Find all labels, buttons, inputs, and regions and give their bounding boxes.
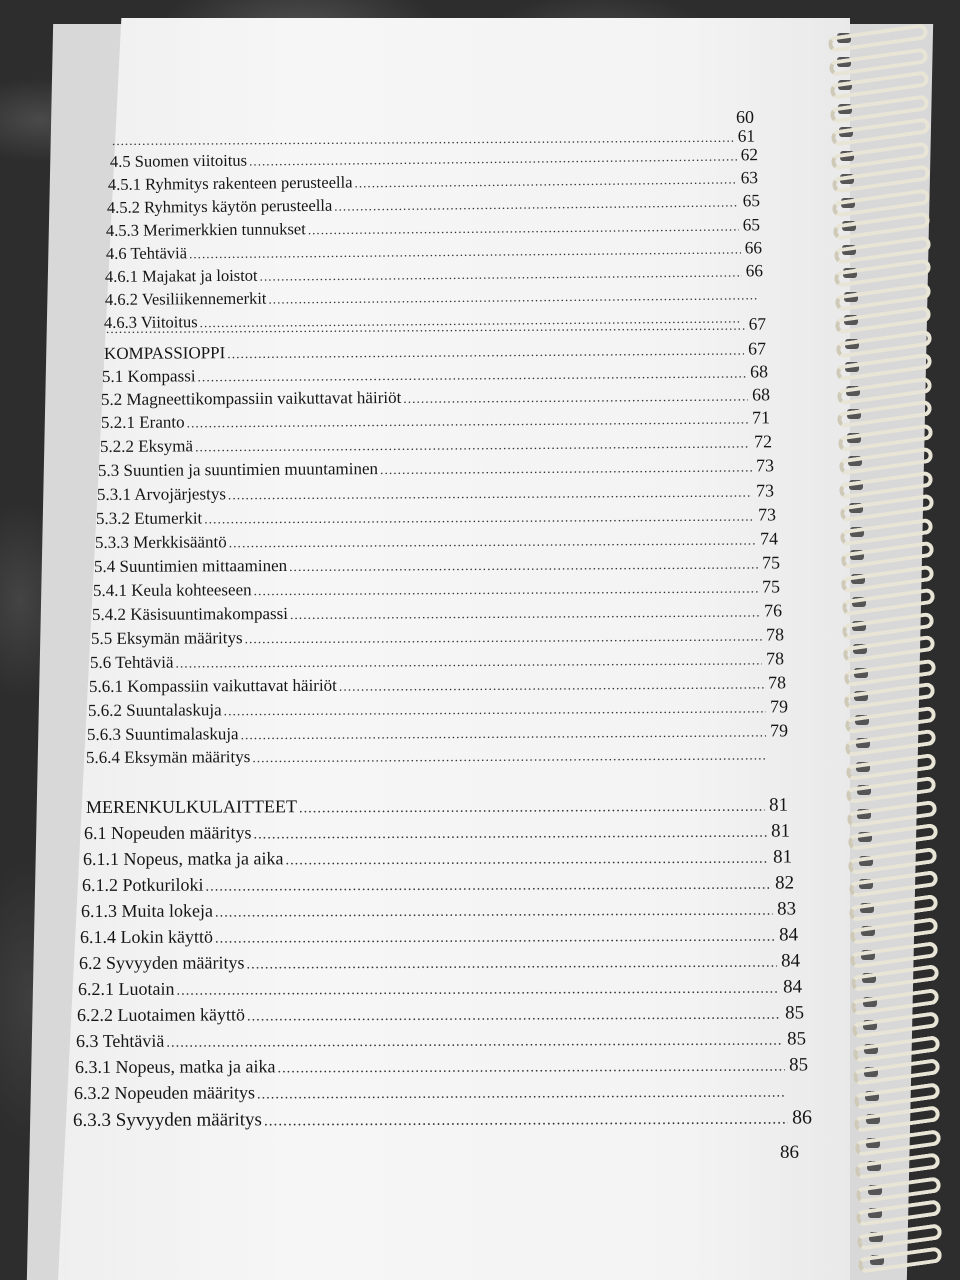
toc-entry-title: 4.6 Tehtäviä xyxy=(105,243,188,263)
toc-entry xyxy=(96,504,776,529)
toc-entry-title: 5.6.4 Eksymän määritys xyxy=(85,747,251,767)
page-number-bottom: 86 xyxy=(780,1142,799,1163)
toc-entry-title: 5.2.1 Eranto xyxy=(100,412,185,432)
toc-entry-page: 84 xyxy=(783,976,803,998)
toc-entry-title: 4.5.1 Ryhmitys rakenteen perusteella xyxy=(107,172,353,194)
toc-entry-page: 68 xyxy=(750,361,769,382)
toc-entry xyxy=(94,552,780,577)
toc-entry-title: 6.1.1 Nopeus, matka ja aika xyxy=(82,848,284,869)
toc-entry-page: 73 xyxy=(756,480,775,501)
toc-entry xyxy=(86,744,770,768)
toc-entry xyxy=(76,1028,806,1053)
toc-entry-title: 5.3.1 Arvojärjestys xyxy=(96,484,226,504)
dot-leader xyxy=(215,903,773,922)
toc-entry-title: KOMPASSIOPPI xyxy=(103,343,226,363)
toc-entry xyxy=(105,261,763,287)
toc-entry-title: 6.1.2 Potkuriloki xyxy=(81,874,204,895)
toc-entry-page: 82 xyxy=(775,872,795,894)
page-number-top: 60 xyxy=(736,107,754,127)
dot-leader xyxy=(299,799,765,818)
toc-entry-page: 65 xyxy=(742,215,761,235)
dot-leader xyxy=(106,318,745,337)
dot-leader xyxy=(339,676,764,694)
toc-entry-title: 6.2.1 Luotain xyxy=(77,978,175,999)
toc-entry xyxy=(106,238,762,264)
toc-entry-page: 74 xyxy=(760,528,779,549)
dot-leader xyxy=(264,1111,788,1131)
toc-entry-page: 75 xyxy=(762,552,781,573)
toc-entry-title: 4.6.1 Majakat ja loistot xyxy=(104,265,258,286)
dot-leader xyxy=(289,557,758,575)
toc-entry-page: 85 xyxy=(789,1054,809,1076)
toc-entry-page: 75 xyxy=(762,576,781,597)
toc-entry xyxy=(83,847,792,871)
toc-entry-page: 73 xyxy=(756,455,775,476)
toc-entry xyxy=(78,976,802,1001)
toc-entry-title: 5.4 Suuntimien mittaaminen xyxy=(93,555,288,576)
toc-entry xyxy=(93,576,780,601)
toc-entry-page: 86 xyxy=(792,1106,813,1129)
toc-entry-title: 5.4.1 Keula kohteeseen xyxy=(92,580,252,600)
toc-entry xyxy=(102,361,768,387)
dot-leader xyxy=(403,388,748,406)
toc-entry xyxy=(105,284,763,310)
toc-entry-title: 5.5 Eksymän määritys xyxy=(90,628,243,648)
toc-entry-title: 5.2 Magneettikompassiin vaikuttavat häiriöt xyxy=(100,387,402,409)
toc-entry-title: 5.3.2 Etumerkit xyxy=(95,508,203,528)
toc-entry-title: 6.2 Syvyyden määritys xyxy=(78,952,245,973)
toc-entry-title: 5.6 Tehtäviä xyxy=(89,652,174,672)
dot-leader xyxy=(175,652,762,671)
toc-entry xyxy=(82,873,794,897)
dot-leader xyxy=(246,955,777,974)
toc-entry xyxy=(91,624,784,649)
toc-entry xyxy=(73,1106,812,1132)
toc-entry xyxy=(101,384,770,410)
toc-entry-title: 6.1 Nopeuden määritys xyxy=(83,822,252,843)
toc-entry xyxy=(79,950,800,975)
toc-entry-title: 6.3.2 Nopeuden määritys xyxy=(73,1082,256,1103)
toc-entry xyxy=(88,696,788,721)
toc-entry-page: 68 xyxy=(752,384,771,405)
toc-entry-page: 63 xyxy=(740,168,759,188)
toc-entry-title: 5.1 Kompassi xyxy=(101,366,196,386)
toc-entry-title: 5.6.3 Suuntimalaskuja xyxy=(86,724,239,744)
toc-entry-title: 6.3.3 Syvyyden määritys xyxy=(72,1109,262,1131)
toc-entry xyxy=(100,431,772,457)
dot-leader xyxy=(354,171,736,191)
toc-entry-page: 66 xyxy=(745,261,764,281)
toc-entry xyxy=(104,315,766,338)
dot-leader xyxy=(166,1033,783,1052)
dot-leader xyxy=(249,148,737,169)
toc-entry-page: 78 xyxy=(766,624,785,645)
toc-entry xyxy=(77,1002,804,1027)
toc-entry-page: 76 xyxy=(764,600,783,621)
dot-leader xyxy=(247,1007,781,1026)
toc-entry-page: 85 xyxy=(785,1002,805,1024)
toc-entry xyxy=(75,1054,808,1079)
dot-leader xyxy=(205,877,771,896)
toc-entry-page: 83 xyxy=(777,898,797,920)
toc-entry-title: 6.1.4 Lokin käyttö xyxy=(79,926,214,947)
toc-entry-page: 81 xyxy=(773,846,793,868)
dot-leader xyxy=(277,1059,785,1078)
dot-leader xyxy=(229,533,756,552)
dot-leader xyxy=(285,851,769,870)
toc-entry-page: 67 xyxy=(748,338,767,359)
toc-entry-title: 4.5.2 Ryhmitys käytön perusteella xyxy=(106,195,333,217)
toc-entry-page: 66 xyxy=(744,238,763,258)
toc-entry-page: 62 xyxy=(740,145,759,165)
toc-entry-title: MERENKULKULAITTEET xyxy=(85,796,297,817)
toc-entry-page: 72 xyxy=(754,431,773,452)
toc-entry-title: 5.4.2 Käsisuuntimakompassi xyxy=(91,603,289,624)
dot-leader xyxy=(228,485,752,504)
toc-entry-page: 67 xyxy=(748,314,767,334)
toc-entry-title: 4.6.2 Vesiliikennemerkit xyxy=(104,288,267,309)
dot-leader xyxy=(260,264,742,284)
dot-leader xyxy=(215,929,775,948)
dot-leader xyxy=(308,218,739,238)
toc-entry xyxy=(98,455,774,481)
dot-leader xyxy=(241,724,767,743)
toc-entry-title: 5.3.3 Merkkisääntö xyxy=(94,532,227,552)
dot-leader xyxy=(290,605,760,623)
toc-entry xyxy=(89,672,786,697)
toc-entry-page: 78 xyxy=(768,672,787,693)
dot-leader xyxy=(204,509,754,528)
toc-entry xyxy=(74,1081,790,1104)
toc-entry-page: 79 xyxy=(770,696,789,717)
dot-leader xyxy=(189,241,741,262)
toc-entry xyxy=(101,407,770,433)
toc-entry xyxy=(90,648,784,673)
toc-entry xyxy=(106,215,760,241)
toc-entry-page: 81 xyxy=(771,820,791,842)
toc-entry-title: 6.1.3 Muita lokeja xyxy=(80,900,214,921)
toc-entry xyxy=(84,821,790,845)
toc-entry-page: 85 xyxy=(787,1028,807,1050)
toc-entry-page: 84 xyxy=(781,950,801,972)
toc-entry xyxy=(81,899,796,923)
toc-entry-title: 5.6.1 Kompassiin vaikuttavat häiriöt xyxy=(88,675,337,696)
dot-leader xyxy=(245,628,763,647)
toc-entry-page: 73 xyxy=(758,504,777,525)
toc-entry xyxy=(107,191,760,218)
toc-entry-title: 4.5 Suomen viitoitus xyxy=(109,150,248,171)
dot-leader xyxy=(227,343,744,363)
dot-leader xyxy=(268,287,759,307)
dot-leader xyxy=(195,435,750,455)
dot-leader xyxy=(176,981,779,1000)
dot-leader xyxy=(252,747,766,766)
toc-entry-title: 5.3 Suuntien ja suuntimien muuntaminen xyxy=(97,459,379,480)
toc-entry-title: 6.3.1 Nopeus, matka ja aika xyxy=(74,1056,276,1077)
toc-entry xyxy=(86,795,788,819)
toc-entry xyxy=(87,720,788,745)
dot-leader xyxy=(380,459,752,478)
dot-leader xyxy=(257,1085,786,1104)
dot-leader xyxy=(197,366,746,386)
dot-leader xyxy=(334,194,739,214)
toc-entry-page: 84 xyxy=(779,924,799,946)
toc-entry-page: 65 xyxy=(742,191,761,211)
toc-entry-page: 61 xyxy=(737,126,756,146)
toc-entry xyxy=(97,480,774,505)
toc-entry xyxy=(104,338,766,364)
toc-entry-title: 4.5.3 Merimerkkien tunnukset xyxy=(105,219,306,240)
toc-entry-title: 4.6.3 Viitoitus xyxy=(103,312,198,332)
toc-entry-title: 6.2.2 Luotaimen käyttö xyxy=(76,1004,245,1025)
toc-entry xyxy=(108,168,758,195)
dot-leader xyxy=(254,581,759,600)
dot-leader xyxy=(253,825,767,844)
toc-entry-page: 71 xyxy=(752,407,771,428)
toc-entry-page: 81 xyxy=(769,794,789,816)
toc-entry-page: 78 xyxy=(766,648,785,669)
toc-entry-title: 5.6.2 Suuntalaskuja xyxy=(87,700,222,720)
toc-entry-page: 79 xyxy=(770,720,789,741)
toc-entry-title: 5.2.2 Eksymä xyxy=(99,436,194,456)
dot-leader xyxy=(224,700,767,719)
toc-entry-title: 6.3 Tehtäviä xyxy=(75,1030,165,1051)
toc-entry xyxy=(95,528,778,553)
toc-entry xyxy=(92,600,782,625)
toc-entry xyxy=(80,924,798,949)
dot-leader xyxy=(187,411,749,431)
